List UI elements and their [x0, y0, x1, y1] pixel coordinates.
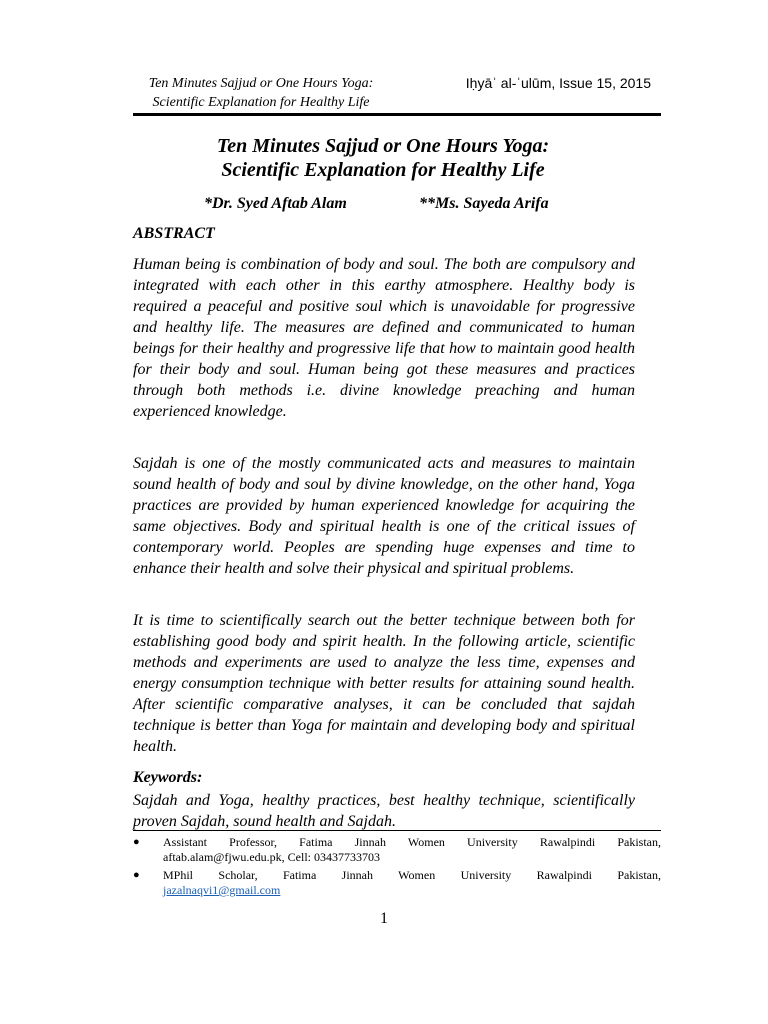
running-head-title-line2: Scientific Explanation for Healthy Life: [152, 95, 370, 110]
running-head-title-line1: Ten Minutes Sajjud or One Hours Yoga:: [148, 76, 374, 91]
footnote-1-affiliation: Assistant Professor, Fatima Jinnah Women University Rawalpindi Pakistan,: [163, 835, 661, 849]
paper-title: [133, 134, 633, 182]
bullet-icon: ●: [133, 869, 140, 881]
footnotes: [133, 835, 661, 901]
footnote-1: [133, 835, 661, 865]
paper-title-line2: Scientific Explanation for Healthy Life: [221, 159, 545, 181]
paper-title-line1: Ten Minutes Sajjud or One Hours Yoga:: [216, 135, 550, 157]
abstract-paragraph-2: Sajdah is one of the mostly communicated acts and measures to maintain sound health of body and soul by divine knowledge, on the other hand, Yoga practices are provided by human experienced knowledge for acquiring the same objectives. Body and spiritual health is one of the critical issues of contemporary world. Peoples are spending huge expenses and time to enhance their health and solve their physical and spiritual problems.: [133, 455, 635, 577]
abstract-paragraph-1: Human being is combination of body and soul. The both are compulsory and integrated with each other in this earthy atmosphere. Healthy body is required a peaceful and positive soul which is unavoidable for progressive and healthy life. The measures are defined and communicated to human beings for their healthy and progressive life that how to maintain good health for their body and soul. Human being got these measures and practices through both methods i.e. divine knowledge preaching and human experienced knowledge.: [133, 256, 635, 420]
footnote-2-affiliation: MPhil Scholar, Fatima Jinnah Women University Rawalpindi Pakistan,: [163, 868, 661, 882]
running-head-title: [133, 74, 389, 112]
header-rule: [133, 113, 661, 116]
keywords-text: Sajdah and Yoga, healthy practices, best healthy technique, scientifically proven Sajdah, sound health and Sajdah.: [133, 792, 635, 830]
footnote-1-contact: aftab.alam@fjwu.edu.pk, Cell: 03437733703: [163, 850, 381, 864]
keywords-heading: Keywords:: [133, 769, 203, 786]
author-2: **Ms. Sayeda Arifa: [419, 195, 549, 212]
running-head-journal: Iḥyāʾ al-ʿulūm, Issue 15, 2015: [465, 75, 651, 91]
abstract-heading: ABSTRACT: [133, 225, 215, 242]
footnote-rule: [133, 830, 661, 831]
author-1: *Dr. Syed Aftab Alam: [204, 195, 347, 212]
abstract-paragraph-3: It is time to scientifically search out the better technique between both for establishing good body and spirit health. In the following article, scientific methods and experiments are used to analyze the less time, expenses and energy consumption technique with better results for attaining sound health. After scientific comparative analyses, it can be concluded that sajdah technique is better than Yoga for maintain and developing body and spiritual health.: [133, 612, 635, 755]
bullet-icon: ●: [133, 836, 140, 848]
footnote-2: [133, 868, 661, 898]
email-link[interactable]: jazalnaqvi1@gmail.com: [163, 883, 281, 897]
page-number: 1: [380, 910, 388, 927]
